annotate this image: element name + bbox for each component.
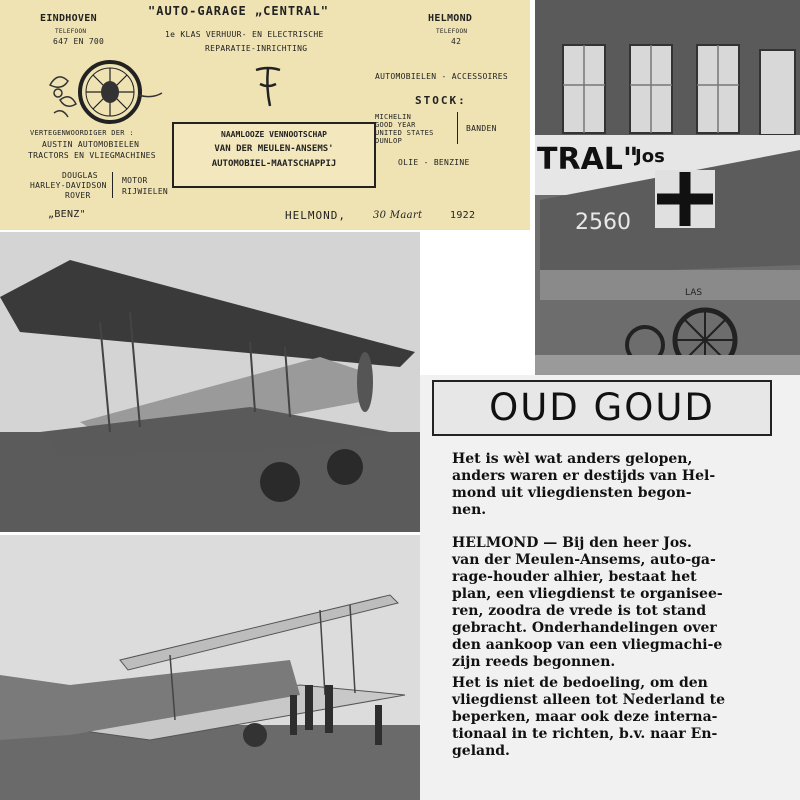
benz-label: „BENZ" [48, 209, 86, 220]
box-line-2: VAN DER MEULEN-ANSEMS' [214, 144, 334, 154]
motor-label: MOTOR [122, 176, 148, 185]
body2-line-2: vliegdienst alleen tot Nederland te [452, 692, 725, 708]
letterhead [0, 0, 530, 230]
newspaper-clipping [420, 375, 800, 800]
automobielen-label: AUTOMOBIELEN - ACCESSOIRES [375, 72, 509, 81]
tagline-1: 1e KLAS VERHUUR- EN ELECTRISCHE [165, 30, 324, 39]
body2-line-4: tionaal in te richten, b.v. naar En- [452, 726, 718, 742]
headline: OUD GOUD [489, 386, 715, 429]
box-line-3: AUTOMOBIEL-MAATSCHAPPIJ [211, 159, 337, 169]
brand-tractors: TRACTORS EN VLIEGMACHINES [28, 151, 156, 160]
building-photo-illustration [535, 0, 800, 375]
year-label: 1922 [450, 210, 476, 221]
tyre-michelin: MICHELIN [375, 113, 412, 121]
body-line-5: ren, zoodra de vrede is tot stand [452, 603, 707, 619]
body-line-8: zijn reeds begonnen. [452, 654, 616, 670]
olie-label: OLIE - BENZINE [398, 158, 470, 167]
right-phone: 42 [451, 37, 462, 46]
photo-building-fuselage [535, 0, 800, 375]
brand-rover: ROVER [65, 191, 91, 200]
right-city: HELMOND [428, 13, 473, 24]
date-label: 30 Maart [373, 210, 423, 221]
left-city: EINDHOVEN [40, 13, 97, 24]
tyre-goodyear: GOOD YEAR [375, 121, 416, 129]
headline-box [432, 380, 772, 436]
company-name: "AUTO-GARAGE „CENTRAL" [148, 4, 329, 18]
tyre-united-states: UNITED STATES [375, 129, 434, 137]
biplane-crew-illustration [0, 535, 420, 800]
brand-harley: HARLEY-DAVIDSON [30, 181, 107, 190]
tagline-2: REPARATIE-INRICHTING [205, 44, 308, 53]
tyre-divider [457, 112, 458, 144]
photo-biplane-crew [0, 535, 420, 800]
intro-line-3: mond uit vliegdiensten begon- [452, 485, 692, 501]
body-line-6: gebracht. Onderhandelingen over [452, 620, 717, 636]
stock-label: STOCK: [415, 94, 467, 107]
left-phone-label: TELEFOON [55, 28, 87, 35]
photo-biplane-field [0, 232, 420, 532]
right-phone-label: TELEFOON [436, 28, 468, 35]
banden-label: BANDEN [466, 124, 497, 133]
monogram-icon [252, 62, 284, 112]
rijwielen-label: RIJWIELEN [122, 187, 169, 196]
place-label: HELMOND, [285, 209, 346, 222]
box-line-1: NAAMLOOZE VENNOOTSCHAP [221, 130, 327, 139]
brand-austin: AUSTIN AUTOMOBIELEN [42, 140, 140, 149]
plane-code: 2560 [575, 210, 631, 235]
biplane-photo-illustration [0, 232, 420, 532]
intro-line-4: nen. [452, 502, 487, 518]
intro-line-1: Het is wèl wat anders gelopen, [452, 451, 693, 467]
body-line-4: plan, een vliegdienst te organisee- [452, 586, 723, 602]
brand-douglas: DOUGLAS [62, 171, 98, 180]
body-line-7: den aankoop van een vliegmachi-e [452, 637, 723, 653]
body2-line-5: geland. [452, 743, 510, 759]
body2-line-1: Het is niet de bedoeling, om den [452, 675, 708, 691]
left-phone: 647 EN 700 [53, 37, 105, 46]
garage-sign-left: TRAL" [537, 142, 639, 177]
body2-line-3: beperken, maar ook deze interna- [452, 709, 718, 725]
company-box [172, 122, 376, 188]
wagon-text: LAS [685, 288, 703, 298]
body-line-3: rage-houder alhier, bestaat het [452, 569, 697, 585]
tyre-dunlop: DUNLOP [375, 137, 403, 145]
intro-line-2: anders waren er destijds van Hel- [452, 468, 716, 484]
representative-label: VERTEGENWOORDIGER DER : [30, 129, 134, 137]
body-line-2: van der Meulen-Ansems, auto-ga- [452, 552, 716, 568]
wheel-emblem-icon [40, 55, 170, 130]
body-line-1: HELMOND — Bij den heer Jos. [452, 535, 692, 551]
brand-divider [112, 172, 113, 198]
garage-sign-right: Jos [635, 146, 665, 167]
